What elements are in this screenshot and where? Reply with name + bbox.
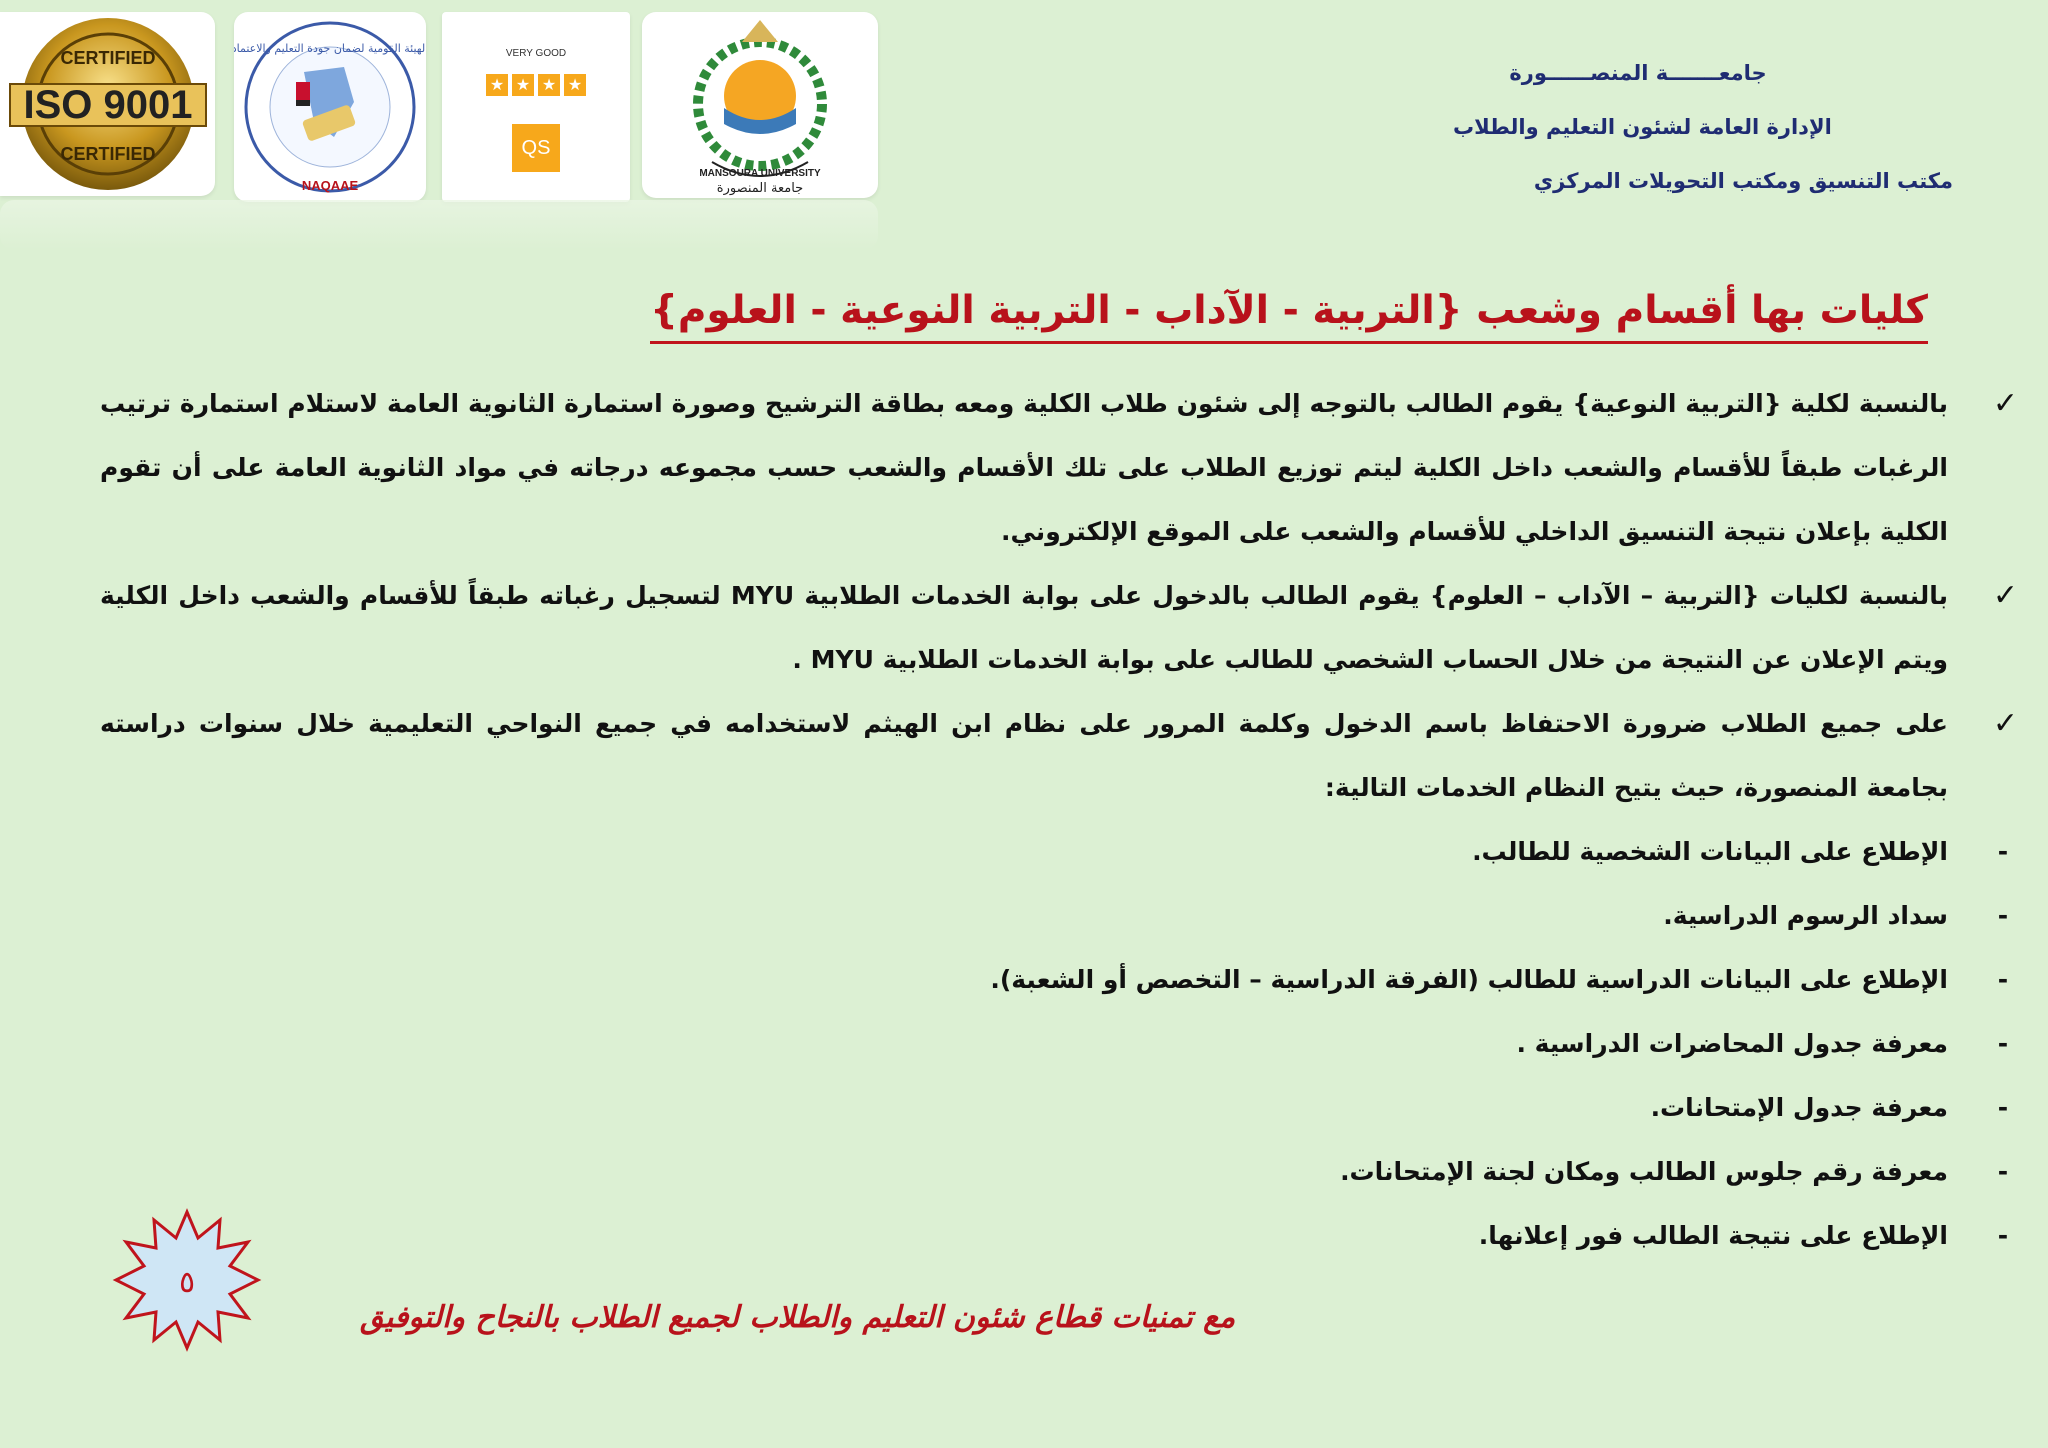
paragraph-text: بالنسبة لكليات {التربية – الآداب – العلوم} يقوم الطالب بالدخول على بوابة الخدمات الطلابية MYU لتسجيل رغباته طبقاً للأقسام والشعب داخل الكلية ويتم الإعلان عن النتيجة من خلال الحساب الشخصي للطالب على بوابة الخدمات الطلابية MYU . <box>100 581 1948 674</box>
dash-bullet-icon: - <box>1997 837 2009 866</box>
checkmark-icon: ✓ <box>1992 386 2018 421</box>
star-burst-icon <box>112 1208 262 1353</box>
dash-bullet-icon: - <box>1997 1029 2009 1058</box>
mansoura-logo-card <box>642 12 878 198</box>
paragraph-specific-education <box>100 372 2018 564</box>
logo-reflection <box>0 200 878 250</box>
header-university: جامعـــــــة المنصــــــورة <box>1509 61 1767 85</box>
service-text: معرفة جدول المحاضرات الدراسية . <box>1516 1029 1948 1058</box>
dash-bullet-icon: - <box>1997 965 2009 994</box>
star-icon: ★ <box>512 74 534 96</box>
svg-text:CERTIFIED: CERTIFIED <box>60 144 156 164</box>
title-part1: كليات بها أقسام وشعب <box>1462 288 1928 333</box>
checkmark-icon: ✓ <box>1992 578 2018 613</box>
list-item <box>100 820 2009 884</box>
paragraph-text: على جميع الطلاب ضرورة الاحتفاظ باسم الدخول وكلمة المرور على نظام ابن الهيثم لاستخدامه في جميع النواحي التعليمية خلال سنوات دراسته بجامعة المنصورة، حيث يتيح النظام الخدمات التالية: <box>100 709 1948 802</box>
paragraph-ibn-haytham <box>100 692 2018 820</box>
page-number-badge <box>112 1208 262 1353</box>
dash-bullet-icon: - <box>1997 1221 2009 1250</box>
svg-text:CERTIFIED: CERTIFIED <box>60 48 156 68</box>
page-title <box>650 285 1928 344</box>
svg-text:ISO 9001: ISO 9001 <box>23 83 193 127</box>
header-department: الإدارة العامة لشئون التعليم والطلاب <box>1453 115 1832 139</box>
svg-text:NAQAAE: NAQAAE <box>301 178 359 193</box>
mansoura-university-emblem-icon <box>642 12 878 198</box>
naqaae-logo-card <box>234 12 426 202</box>
paragraph-text: بالنسبة لكلية {التربية النوعية} يقوم الطالب بالتوجه إلى شئون طلاب الكلية ومعه بطاقة الترشيح وصورة استمارة الثانوية العامة لاستلام استمارة ترتيب الرغبات طبقاً للأقسام والشعب داخل الكلية ليتم توزيع الطلاب على تلك الأقسام والشعب حسب مجموعه درجاته في مواد الثانوية العامة على أن تقوم الكلية بإعلان نتيجة التنسيق الداخلي للأقسام والشعب على الموقع الإلكتروني. <box>100 389 1948 546</box>
naqaae-emblem-icon <box>234 12 426 202</box>
list-item <box>100 1012 2009 1076</box>
dash-bullet-icon: - <box>1997 901 2009 930</box>
svg-text:جامعة المنصورة: جامعة المنصورة <box>716 181 804 196</box>
service-text: الإطلاع على البيانات الشخصية للطالب. <box>1472 837 1948 866</box>
star-icon: ★ <box>538 74 560 96</box>
service-text: معرفة رقم جلوس الطالب ومكان لجنة الإمتحانات. <box>1340 1157 1948 1186</box>
list-item <box>100 948 2009 1012</box>
header-office: مكتب التنسيق ومكتب التحويلات المركزي <box>1533 169 1953 193</box>
list-item <box>100 884 2009 948</box>
paragraph-other-colleges <box>100 564 2018 692</box>
qs-rating-card <box>442 12 630 202</box>
service-text: الإطلاع على نتيجة الطالب فور إعلانها. <box>1478 1221 1948 1250</box>
list-item <box>100 1204 2009 1268</box>
iso-logo-card <box>0 12 215 196</box>
list-item <box>100 1076 2009 1140</box>
service-text: معرفة جدول الإمتحانات. <box>1650 1093 1948 1122</box>
dash-bullet-icon: - <box>1997 1157 2009 1186</box>
page-number: ٥ <box>178 1265 196 1300</box>
list-item <box>100 1140 2009 1204</box>
star-icon: ★ <box>486 74 508 96</box>
svg-text:الهيئة القومية لضمان جودة التع: الهيئة القومية لضمان جودة التعليم والاعتماد <box>234 42 426 55</box>
checkmark-icon: ✓ <box>1992 706 2018 741</box>
service-text: سداد الرسوم الدراسية. <box>1663 901 1948 930</box>
qs-stars <box>486 74 586 96</box>
qs-badge: QS <box>512 124 560 172</box>
main-content <box>100 372 2018 1268</box>
dash-bullet-icon: - <box>1997 1093 2009 1122</box>
qs-rating-label: VERY GOOD <box>505 48 567 59</box>
iso-9001-seal-icon <box>0 12 215 196</box>
title-part2: {التربية - الآداب - التربية النوعية - العلوم} <box>650 288 1463 333</box>
header-block <box>1433 60 1953 222</box>
star-icon: ★ <box>564 74 586 96</box>
svg-text:MANSOURA UNIVERSITY: MANSOURA UNIVERSITY <box>699 168 821 179</box>
footer-wishes: مع تمنيات قطاع شئون التعليم والطلاب لجميع الطلاب بالنجاح والتوفيق <box>360 1300 1236 1335</box>
service-text: الإطلاع على البيانات الدراسية للطالب (الفرقة الدراسية – التخصص أو الشعبة). <box>990 965 1948 994</box>
